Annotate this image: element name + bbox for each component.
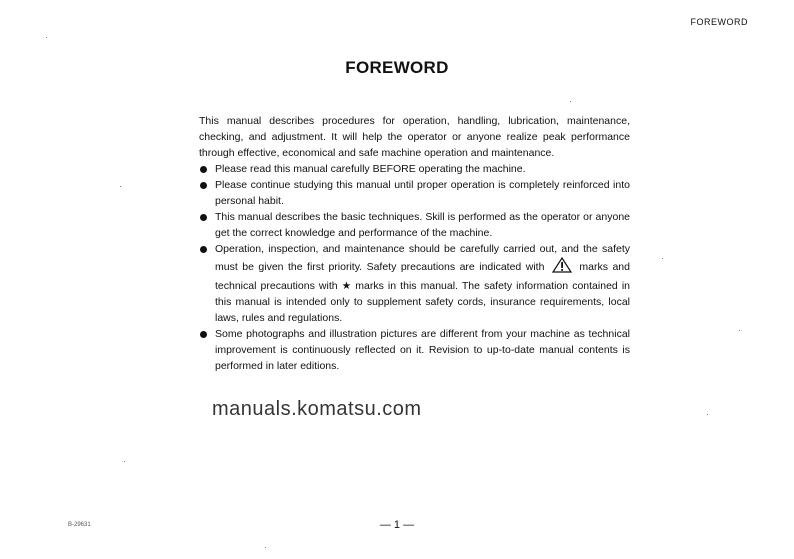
bullet-dot-icon [200,214,207,221]
bullet-item-techniques [199,209,630,241]
scan-speck [707,414,708,415]
bullet-text-part-c: marks in this manual. The safety information contained in this manual is intended only to supplement safety cords, insurance requirements, local laws, rules and regulations. [215,280,631,324]
bullet-text-part-b: marks and technical precautions with [215,261,630,292]
star-icon: ★ [341,280,352,292]
foreword-body [199,113,630,374]
bullet-text: Some photographs and illustration pictures are different from your machine as technical improvement is continuously reflected on it. Revision to up-to-date manual contents is performed in later editions. [215,328,630,372]
document-code: B-29631 [68,522,91,528]
bullet-text-part-a: Operation, inspection, and maintenance should be carefully carried out, and the safety must be given the first priority. Safety precautions are indicated with [215,243,630,273]
scan-speck [124,461,125,462]
bullet-dot-icon [200,166,207,173]
bullet-item-photographs [199,326,630,374]
scan-speck [265,547,266,548]
scan-speck [46,37,47,38]
bullet-dot-icon [200,331,207,338]
intro-paragraph [199,113,630,161]
scan-speck [120,186,121,187]
page-number: — 1 — [379,519,415,531]
bullet-text: This manual describes the basic techniques. Skill is performed as the operator or anyone get the correct knowledge and performance of the machine. [215,211,630,239]
page-title: FOREWORD [345,58,449,77]
intro-text: This manual describes procedures for operation, handling, lubrication, maintenance, checking, and adjustment. It will help the operator or anyone realize peak performance through effective, economical and safe machine operation and maintenance. [199,115,630,159]
warning-triangle-icon [552,257,572,278]
scan-speck [739,330,740,331]
bullet-text: Please read this manual carefully BEFORE operating the machine. [215,163,526,175]
running-header: FOREWORD [690,17,748,27]
scan-speck [570,101,571,102]
bullet-item-read [199,161,630,177]
scan-speck [662,258,663,259]
bullet-list [199,161,630,374]
bullet-item-safety [199,241,630,326]
watermark: manuals.komatsu.com [212,398,422,420]
bullet-item-study [199,177,630,209]
bullet-text: Please continue studying this manual until proper operation is completely reinforced into personal habit. [215,179,630,207]
bullet-dot-icon [200,246,207,253]
bullet-dot-icon [200,182,207,189]
